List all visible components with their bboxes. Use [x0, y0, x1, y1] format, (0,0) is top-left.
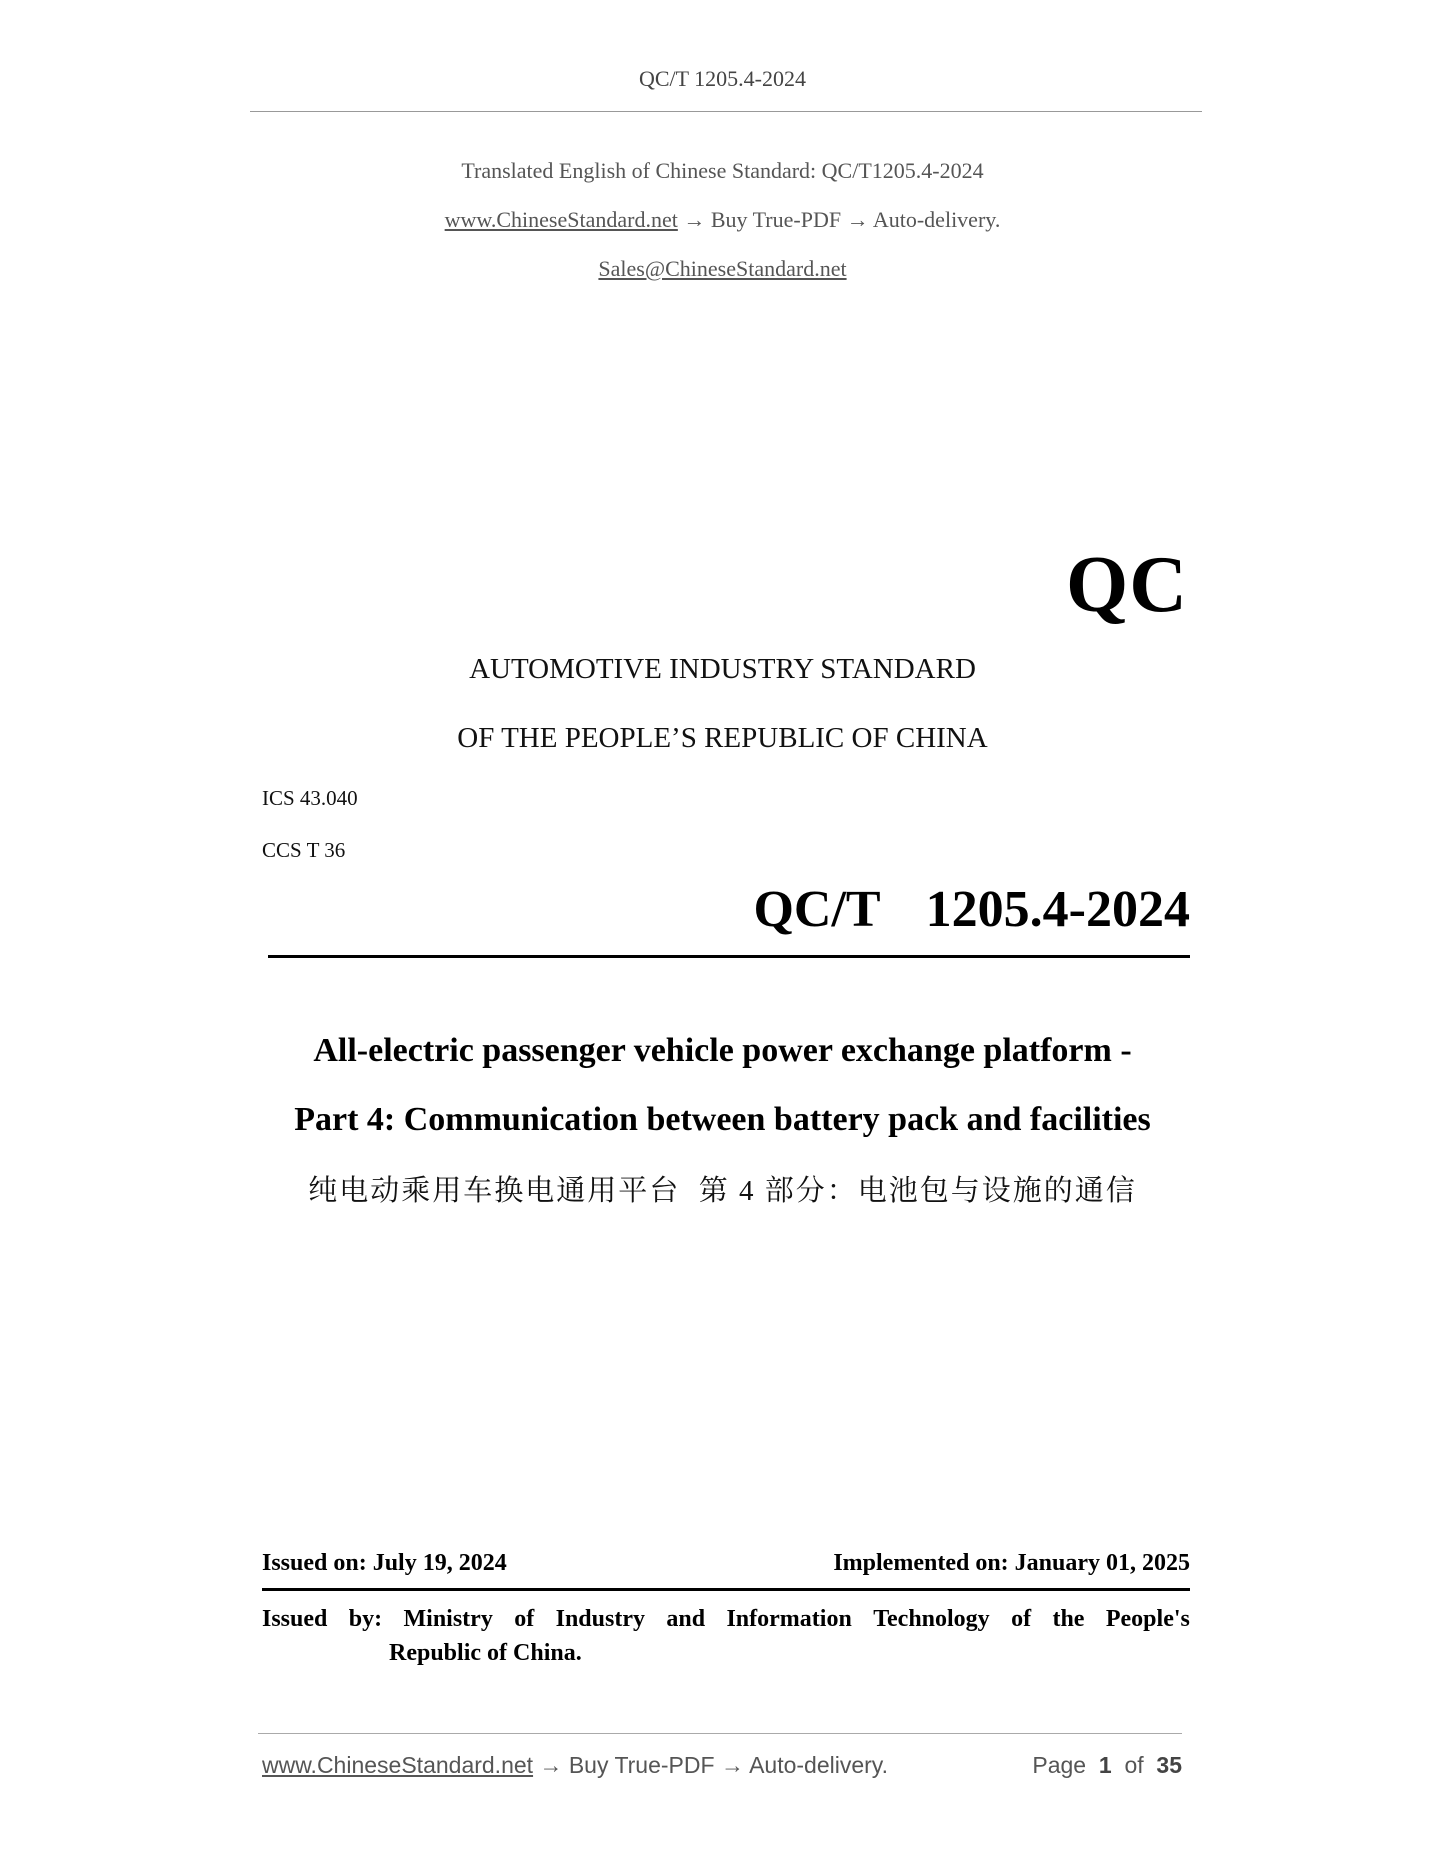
- issued-by-word: Technology: [873, 1606, 990, 1632]
- issued-by-block: [262, 1602, 1190, 1670]
- page-number: 1: [1098, 1752, 1112, 1778]
- issued-by-word: by:: [348, 1606, 383, 1632]
- implemented-date: Implemented on: January 01, 2025: [833, 1550, 1190, 1576]
- header-divider: [250, 111, 1202, 112]
- issued-by-line: [262, 1602, 1190, 1636]
- issued-by-word: Issued: [262, 1606, 328, 1632]
- translation-notice: Translated English of Chinese Standard: QC/T1205.4-2024: [461, 158, 984, 183]
- dates-rule: [262, 1588, 1190, 1591]
- issued-date: Issued on: July 19, 2024: [262, 1550, 507, 1576]
- org-line-1: AUTOMOTIVE INDUSTRY STANDARD: [469, 653, 976, 685]
- title-line-2: Part 4: Communication between battery pack and facilities: [294, 1101, 1151, 1138]
- page-label: Page: [1032, 1752, 1087, 1778]
- issued-by-word: of: [1011, 1606, 1032, 1632]
- org-line-2: OF THE PEOPLE’S REPUBLIC OF CHINA: [457, 722, 988, 754]
- issued-by-word: Information: [726, 1606, 852, 1632]
- issued-by-word: the: [1052, 1606, 1085, 1632]
- standard-number-rule: [268, 955, 1190, 958]
- purchase-line: [0, 207, 1445, 233]
- footer-auto-delivery-text: Auto-delivery.: [749, 1752, 888, 1778]
- email-line: [0, 256, 1445, 282]
- arrow-right-icon: →: [720, 1752, 744, 1778]
- standard-abbreviation: QC: [1066, 541, 1188, 629]
- ics-code: ICS 43.040: [262, 786, 358, 810]
- page-footer: [262, 1752, 1182, 1779]
- page-total: 35: [1156, 1752, 1182, 1778]
- site-link[interactable]: www.ChineseStandard.net: [444, 207, 678, 232]
- issued-by-continuation: Republic of China.: [389, 1640, 582, 1666]
- issued-by-word: Industry: [555, 1606, 645, 1632]
- arrow-right-icon: →: [846, 207, 869, 232]
- footer-purchase-line: [262, 1752, 888, 1779]
- footer-site-link[interactable]: www.ChineseStandard.net: [262, 1752, 534, 1778]
- title-line-1: All-electric passenger vehicle power exchange platform -: [313, 1032, 1132, 1069]
- arrow-right-icon: →: [539, 1752, 563, 1778]
- issued-by-word: People's: [1105, 1606, 1190, 1632]
- footer-divider: [258, 1733, 1182, 1734]
- chinese-title: 纯电动乘用车换电通用平台 第 4 部分：电池包与设施的通信: [308, 1175, 1137, 1207]
- of-label: of: [1124, 1752, 1144, 1778]
- page-indicator: [1032, 1752, 1182, 1779]
- running-header: QC/T 1205.4-2024: [638, 66, 807, 91]
- footer-buy-text: Buy True-PDF: [568, 1752, 715, 1778]
- issued-by-word: of: [514, 1606, 535, 1632]
- dates-row: [262, 1550, 1190, 1577]
- auto-delivery-text: Auto-delivery.: [872, 207, 1001, 232]
- standard-number: QC/T 1205.4-2024: [753, 881, 1190, 938]
- ccs-code: CCS T 36: [262, 838, 346, 862]
- buy-true-pdf-text: Buy True-PDF: [710, 207, 842, 232]
- sales-email-link[interactable]: Sales@ChineseStandard.net: [598, 256, 847, 281]
- arrow-right-icon: →: [683, 207, 706, 232]
- issued-by-word: and: [666, 1606, 706, 1632]
- issued-by-word: Ministry: [403, 1606, 493, 1632]
